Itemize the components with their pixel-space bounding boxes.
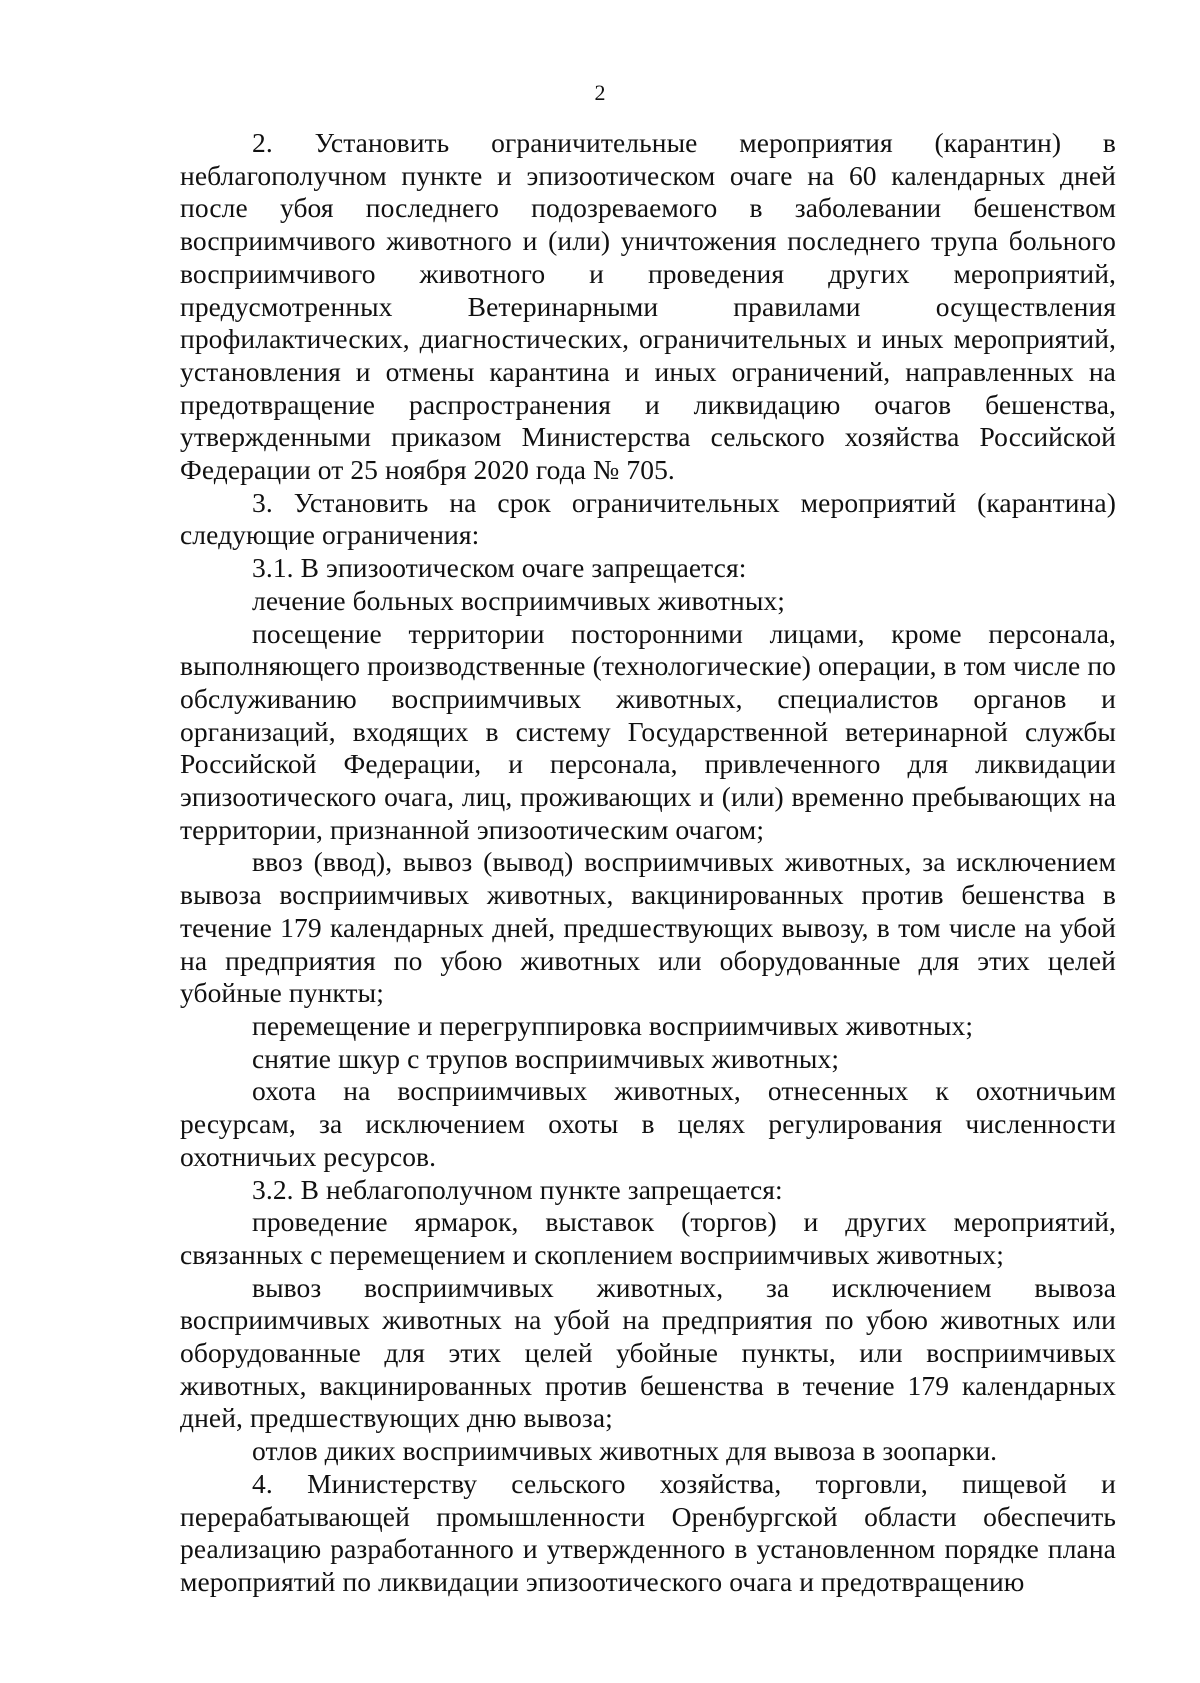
paragraph-2-quarantine: 2. Установить ограничительные мероприятия (карантин) в неблагополучном пункте и эпизоотическом очаге на 60 календарных дней после убоя последнего подозреваемого в заболевании бешенством восприимчивого животного и (или) уничтожения последнего трупа больного восприимчивого животного и проведения других мероприятий, предусмотренных Ветеринарными правилами осуществления профилактических, диагностических, ограничительных и иных мероприятий, установления и отмены карантина и иных ограничений, направленных на предотвращение распространения и ликвидацию очагов бешенства, утвержденными приказом Министерства сельского хозяйства Российской Федерации от 25 ноября 2020 года № 705. <box>180 127 1116 486</box>
paragraph-visits: посещение территории посторонними лицами, кроме персонала, выполняющего производственные (технологические) операции, в том числе по обслуживанию восприимчивых животных, специалистов органов и организаций, входящих в систему Государственной ветеринарной службы Российской Федерации, и персонала, привлеченного для ликвидации эпизоотического очага, лиц, проживающих и (или) временно пребывающих на территории, признанной эпизоотическим очагом; <box>180 617 1116 845</box>
paragraph-import-export: ввоз (ввод), вывоз (вывод) восприимчивых животных, за исключением вывоза восприимчивых животных, вакцинированных против бешенства в течение 179 календарных дней, предшествующих вывозу, в том числе на убой на предприятия по убою животных или оборудованные для этих целей убойные пункты; <box>180 846 1116 1009</box>
paragraph-trapping: отлов диких восприимчивых животных для вывоза в зоопарки. <box>252 1435 998 1467</box>
paragraph-3-1-heading: 3.1. В эпизоотическом очаге запрещается: <box>252 552 747 584</box>
paragraph-3-restrictions: 3. Установить на срок ограничительных мероприятий (карантина) следующие ограничения: <box>180 486 1116 551</box>
page-number: 2 <box>594 80 606 105</box>
paragraph-regrouping: перемещение и перегруппировка восприимчивых животных; <box>252 1009 974 1041</box>
document-body <box>180 127 1116 1599</box>
paragraph-4-ministry: 4. Министерству сельского хозяйства, торговли, пищевой и перерабатывающей промышленности Оренбургской области обеспечить реализацию разработанного и утвержденного в установленном порядке плана мероприятий по ликвидации эпизоотического очага и предотвращению <box>180 1467 1116 1597</box>
paragraph-treatment: лечение больных восприимчивых животных; <box>252 584 786 616</box>
paragraph-skinning: снятие шкур с трупов восприимчивых животных; <box>252 1042 840 1074</box>
paragraph-fairs: проведение ярмарок, выставок (торгов) и других мероприятий, связанных с перемещением и скоплением восприимчивых животных; <box>180 1206 1116 1270</box>
paragraph-hunting: охота на восприимчивых животных, отнесенных к охотничьим ресурсам, за исключением охоты в целях регулирования численности охотничьих ресурсов. <box>180 1075 1116 1172</box>
paragraph-3-2-heading: 3.2. В неблагополучном пункте запрещается: <box>252 1173 783 1205</box>
paragraph-removal: вывоз восприимчивых животных, за исключением вывоза восприимчивых животных на убой на предприятия по убою животных или оборудованные для этих целей убойные пункты, или восприимчивых животных, вакцинированных против бешенства в течение 179 календарных дней, предшествующих дню вывоза; <box>180 1271 1116 1434</box>
